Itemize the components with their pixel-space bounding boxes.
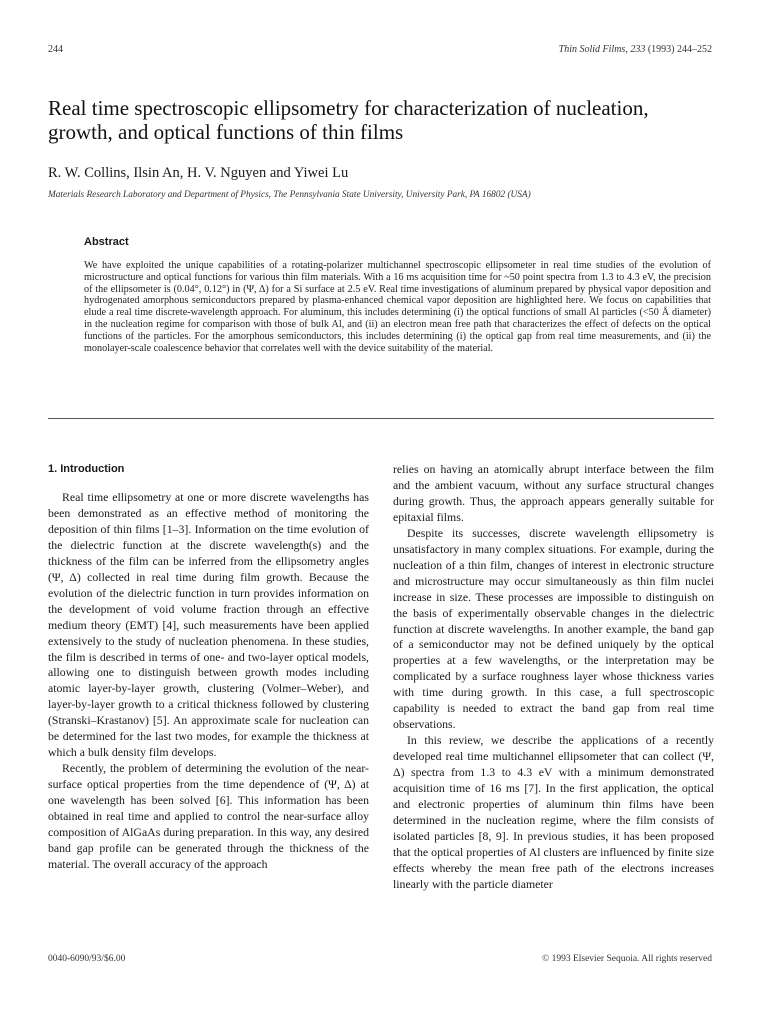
journal-name: Thin Solid Films, xyxy=(558,44,628,55)
body-paragraph: In this review, we describe the applications of a recently developed real time multichannel ellipsometer that can collect (Ψ, Δ) spectra from 1.3 to 4.3 eV with a minimum demonstrated acquisition time of 16 ms [7]. In the first application, the optical and electronic properties of aluminum thin films have been determined in the nucleation regime, where the film consists of isolated particles [8, 9]. In previous studies, it has been proposed that the optical properties of Al clusters are influenced by finite size effects whereby the mean free path of the electrons increases linearly with the particle diameter xyxy=(393,733,714,891)
section-heading-introduction: 1. Introduction xyxy=(48,463,125,475)
body-paragraph: Recently, the problem of determining the evolution of the near-surface optical properties from the time dependence of (Ψ, Δ) at one wavelength has been solved [6]. This information has been obtained in real time and applied to control the near-surface alloy composition of AlGaAs during preparation. In this way, any desired band gap profile can be generated through the thickness of the material. The overall accuracy of the approach xyxy=(48,761,369,871)
abstract-text: We have exploited the unique capabilities of a rotating-polarizer multichannel spectroscopic ellipsometer in real time studies of the evolution of microstructure and optical functions for various thin film materials. With a 16 ms acquisition time for ~50 point spectra from 1.3 to 4.3 eV, the precision of the ellipsometer is (0.04°, 0.12°) in (Ψ, Δ) for a Si surface at 2.5 eV. Real time investigations of aluminum prepared by physical vapor deposition and hydrogenated amorphous semiconductors prepared by plasma-enhanced chemical vapor deposition are highlighted here. We focus on capabilities that elude a real time discrete-wavelength approach. For aluminum, this includes determining (i) the optical functions of small Al particles (<50 Å diameter) in the nucleation regime for comparison with those of bulk Al, and (ii) an electron mean free path that characterizes the effect of defects on the optical functions of the particles. For the amorphous semiconductors, this includes determining (i) the optical gap from real time measurements, and (ii) the monolayer-scale coalescence behavior that correlates well with the device suitability of the material. xyxy=(84,260,711,354)
body-paragraph: Real time ellipsometry at one or more discrete wavelengths has been demonstrated as an effective method of monitoring the deposition of thin films [1–3]. Information on the time evolution of the dielectric function at the discrete wavelength(s) and the thickness of the film can be inferred from the ellipsometry angles (Ψ, Δ) collected in real time during film growth. Because the evolution of the dielectric function in turn provides information on the development of void volume fraction through an effective medium theory (EMT) [4], such measurements have been applied extensively to the study of nucleation phenomena. In these studies, the film is described in terms of one- and two-layer optical models, allowing one to distinguish between growth modes including atomic layer-by-layer growth, clustering (Volmer–Weber), and layer-by-layer growth to a critical thickness followed by clustering (Stranski–Krastanov) [5]. An approximate scale for nucleation can be determined for the last two modes, for example the thickness at which a bulk density film develops. xyxy=(48,490,369,760)
footer-code: 0040-6090/93/$6.00 xyxy=(48,954,126,964)
article-authors: R. W. Collins, Ilsin An, H. V. Nguyen and Yiwei Lu xyxy=(48,165,349,181)
body-paragraph: Despite its successes, discrete wavelength ellipsometry is unsatisfactory in many complex situations. For example, during the nucleation of a thin film, changes of interest in electronic structure and microstructure may occur simultaneously as thin film nuclei increase in size. These processes are impossible to distinguish on the basis of experimentally observable changes in the dielectric function at discrete wavelengths. In another example, the band gap of a semiconductor may not be defined uniquely by the optical properties at a few wavelengths, or the interpretation may be complicated by a surface roughness layer whose thickness varies with time during growth. In this case, a full spectroscopic capability is needed to extract the band gap from real time observations. xyxy=(393,525,714,732)
abstract-block xyxy=(84,236,711,354)
journal-citation xyxy=(559,44,712,55)
body-paragraph: relies on having an atomically abrupt interface between the film and the ambient vacuum, without any surface structural changes during growth. Thus, the approach appears generally suitable for epitaxial films. xyxy=(393,462,714,524)
article-affiliation: Materials Research Laboratory and Department of Physics, The Pennsylvania State University, University Park, PA 16802 (USA) xyxy=(48,190,531,200)
journal-volume: 233 xyxy=(630,44,646,55)
abstract-heading: Abstract xyxy=(84,236,129,248)
article-title: Real time spectroscopic ellipsometry for characterization of nucleation, growth, and optical functions of thin films xyxy=(48,96,649,144)
page-number: 244 xyxy=(48,44,63,55)
journal-year-pages: (1993) 244–252 xyxy=(647,44,712,55)
body-column-left xyxy=(48,462,369,873)
footer-copyright: © 1993 Elsevier Sequoia. All rights reserved xyxy=(541,954,712,964)
section-divider xyxy=(48,418,714,419)
body-column-right xyxy=(393,462,714,893)
